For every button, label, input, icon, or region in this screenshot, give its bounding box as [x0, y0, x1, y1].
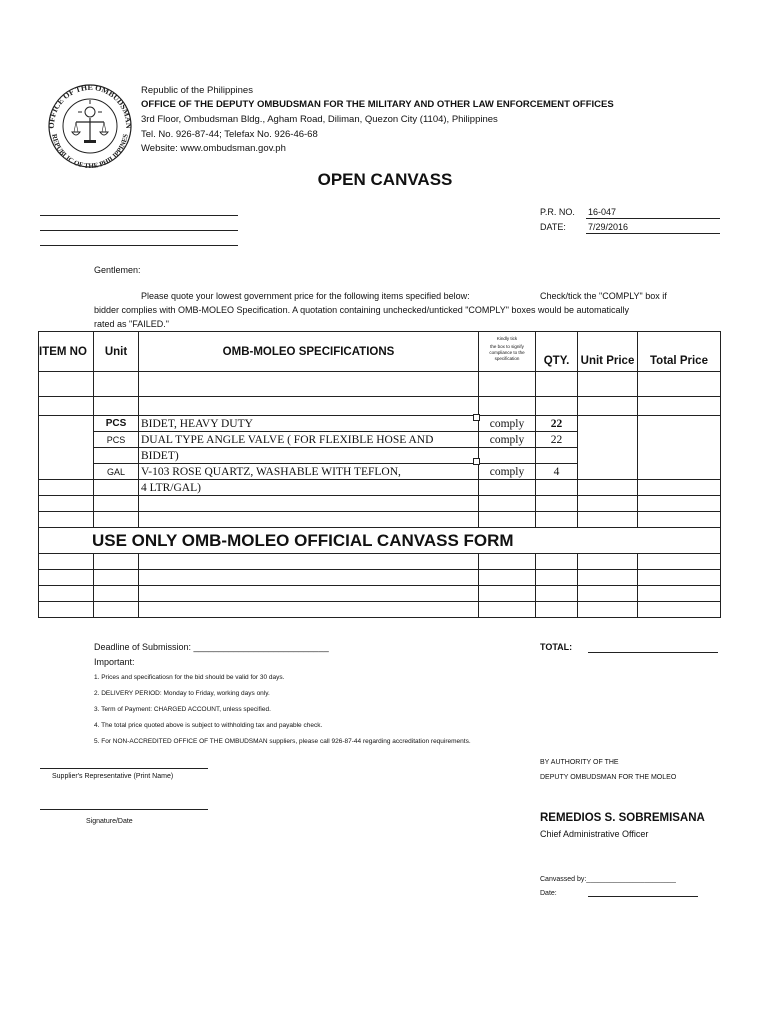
official-form-banner: USE ONLY OMB-MOLEO OFFICIAL CANVASS FORM: [39, 528, 721, 554]
item-unit-price-cell[interactable]: [578, 416, 638, 480]
instruction-1: Please quote your lowest government price for the following items specified below:: [141, 291, 470, 301]
instruction-2: bidder complies with OMB-MOLEO Specification. A quotation containing unchecked/unticked "COMPLY" boxes would be automatically: [94, 305, 629, 315]
signature-line[interactable]: [40, 809, 208, 810]
item-1-spec: [139, 416, 479, 432]
important-notes: [94, 670, 471, 750]
canvassed-by: Canvassed by:_______________________: [540, 876, 676, 883]
table-row: [39, 570, 721, 586]
pr-value: 16-047: [588, 207, 617, 217]
ombudsman-seal-logo: [40, 82, 140, 168]
table-row: [39, 496, 721, 512]
canvass-table: [38, 331, 721, 618]
note-5: 5. For NON-ACCREDITED OFFICE OF THE OMBUDSMAN suppliers, please call 926-87-44 regarding accreditation requirements.: [94, 738, 471, 745]
total-value-field[interactable]: [588, 652, 718, 653]
table-row: [39, 480, 721, 496]
note-3: 3. Term of Payment: CHARGED ACCOUNT, unless specified.: [94, 706, 271, 713]
comply-note-2: the box to signify: [490, 344, 524, 349]
addressee-line-2[interactable]: [40, 230, 238, 231]
item-1-comply: comply: [479, 416, 536, 432]
item-3-qty: 4: [536, 464, 578, 480]
item-1-qty: 22: [536, 416, 578, 432]
item-2-spec-line-2: [139, 448, 479, 464]
date-underline: [586, 233, 720, 234]
header-comply: [479, 332, 536, 372]
addressee-line-3[interactable]: [40, 245, 238, 246]
header-unit: Unit: [94, 332, 139, 372]
svg-text:REPUBLIC OF THE PHILIPPINES: REPUBLIC OF THE PHILIPPINES: [50, 133, 130, 168]
page-title: OPEN CANVASS: [317, 170, 453, 189]
date-label: DATE:: [540, 222, 566, 232]
office-address: 3rd Floor, Ombudsman Bldg., Agham Road, Diliman, Quezon City (1104), Philippines: [141, 114, 498, 125]
header-specs: OMB-MOLEO SPECIFICATIONS: [139, 332, 479, 372]
office-name: OFFICE OF THE DEPUTY OMBUDSMAN FOR THE MILITARY AND OTHER LAW ENFORCEMENT OFFICES: [141, 99, 614, 110]
table-row: [39, 512, 721, 528]
header-item-no: ITEM NO: [39, 332, 94, 372]
canvass-date-label: Date:: [540, 890, 557, 897]
authority-line-2: DEPUTY OMBUDSMAN FOR THE MOLEO: [540, 774, 677, 781]
instruction-check: Check/tick the "COMPLY" box if: [540, 291, 667, 301]
deadline-of-submission: Deadline of Submission: ___________________________: [94, 642, 329, 652]
header-unit-price: Unit Price: [578, 332, 638, 372]
signatory-name: REMEDIOS S. SOBREMISANA: [540, 812, 705, 824]
office-website: Website: www.ombudsman.gov.ph: [141, 143, 286, 154]
comply-note-4: specification: [494, 356, 520, 361]
table-header-row: [39, 332, 721, 372]
office-phone: Tel. No. 926-87-44; Telefax No. 926-46-68: [141, 129, 318, 140]
greeting: Gentlemen:: [94, 265, 141, 275]
header-qty: QTY.: [536, 332, 578, 372]
table-row: [39, 397, 721, 416]
table-row: [39, 554, 721, 570]
authority-line-1: BY AUTHORITY OF THE: [540, 759, 619, 766]
note-1: 1. Prices and specificatiosn for the bid should be valid for 30 days.: [94, 674, 285, 681]
item-3-spec-line-1: V-103 ROSE QUARTZ, WASHABLE WITH TEFLON,: [139, 464, 479, 480]
canvass-date-field[interactable]: [588, 896, 698, 897]
signature-date-label: Signature/Date: [86, 818, 133, 825]
item-2-qty: 22: [536, 432, 578, 448]
republic-line: Republic of the Philippines: [141, 85, 253, 96]
item-total-price-cell[interactable]: [638, 416, 721, 480]
item-2-unit: PCS: [94, 432, 139, 448]
pr-label: P.R. NO.: [540, 207, 575, 217]
item-2-spec-line-1: DUAL TYPE ANGLE VALVE ( FOR FLEXIBLE HOSE AND: [139, 432, 479, 448]
supplier-representative-label: Supplier's Representative (Print Name): [52, 773, 174, 780]
instruction-3: rated as "FAILED.": [94, 319, 169, 329]
item-3-spec-line-2: 4 LTR/GAL): [139, 480, 479, 496]
item-1-unit: PCS: [94, 416, 139, 432]
total-label: TOTAL:: [540, 642, 573, 652]
item-3-comply: comply: [479, 464, 536, 480]
item-3-comply-checkbox[interactable]: [473, 458, 480, 465]
addressee-line-1[interactable]: [40, 215, 238, 216]
supplier-name-line[interactable]: [40, 768, 208, 769]
item-3-unit: GAL: [94, 464, 139, 480]
important-label: Important:: [94, 657, 135, 667]
item-1-spec-text: BIDET, HEAVY DUTY: [141, 417, 253, 430]
svg-text:OFFICE OF THE OMBUDSMAN: OFFICE OF THE OMBUDSMAN: [46, 82, 134, 129]
item-1-comply-checkbox[interactable]: [473, 414, 480, 421]
table-row: [39, 416, 721, 432]
table-row: [39, 586, 721, 602]
header-total-price: Total Price: [638, 332, 721, 372]
comply-note-1: Kindly tick: [496, 336, 518, 341]
pr-underline: [586, 218, 720, 219]
table-row: [39, 372, 721, 397]
note-4: 4. The total price quoted above is subject to withholding tax and payable check.: [94, 722, 323, 729]
item-2-spec-line-2-text: BIDET): [141, 449, 179, 462]
signatory-title: Chief Administrative Officer: [540, 829, 649, 839]
note-2: 2. DELIVERY PERIOD: Monday to Friday, working days only.: [94, 690, 270, 697]
date-value: 7/29/2016: [588, 222, 629, 232]
item-2-comply: comply: [479, 432, 536, 448]
comply-note-3: compliance to the: [489, 350, 525, 355]
banner-row: [39, 528, 721, 554]
table-row: [39, 602, 721, 618]
